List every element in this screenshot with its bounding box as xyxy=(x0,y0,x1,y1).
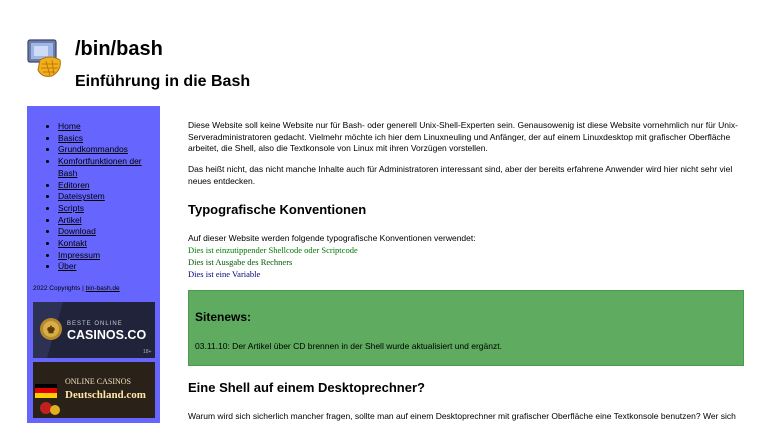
svg-text:♚: ♚ xyxy=(46,325,56,336)
casino-banner-1[interactable] xyxy=(33,302,155,358)
nav-item-ueber xyxy=(58,261,160,273)
nav-link-artikel[interactable]: Artikel xyxy=(58,214,82,225)
nav-item-home xyxy=(58,121,160,133)
site-logo-icon xyxy=(26,38,66,78)
nav-link-basics[interactable]: Basics xyxy=(58,132,84,143)
casino-banner-2[interactable] xyxy=(33,362,155,418)
sidebar xyxy=(27,106,160,423)
nav-link-download[interactable]: Download xyxy=(58,226,96,237)
site-subtitle: Einführung in die Bash xyxy=(75,73,251,90)
nav-item-basics xyxy=(58,133,160,145)
sitenews-text: 03.11.10: Der Artikel über CD brennen in der Shell wurde aktualisiert und ergänzt. xyxy=(195,341,502,351)
nav-item-grundkommandos xyxy=(58,144,160,156)
nav-link-ueber[interactable]: Über xyxy=(58,261,77,272)
conventions-intro: Auf dieser Website werden folgende typografische Konventionen verwendet: xyxy=(188,233,476,243)
svg-text:ONLINE CASINOS: ONLINE CASINOS xyxy=(65,377,131,386)
casino-banner-2-art xyxy=(33,362,155,418)
svg-text:18+: 18+ xyxy=(143,349,152,355)
convention-variable: Dies ist eine Variable xyxy=(188,269,261,279)
intro-paragraph-1: Diese Website soll keine Website nur für Bash- oder generell Unix-Shell-Experten sein. Genausowenig ist diese Website vornehmlich nur für Unix-Serveradministratoren gedacht. Vielmehr möchte ich hier dem Linuxneuling und Anfänger, der auf einem Linuxdesktop mit grafischer Oberfläche arbeitet, die Shell, also die Textkonsole von Linux mit ihren Vorzügen vorstellen. xyxy=(188,120,738,154)
nav-link-home[interactable]: Home xyxy=(58,121,81,131)
copyright-text: 2022 Copyrights | xyxy=(33,285,86,292)
svg-text:CASINOS.CO: CASINOS.CO xyxy=(67,328,147,342)
convention-shellcode: Dies ist einzutippender Shellcode oder Scriptcode xyxy=(188,245,358,255)
nav-link-dateisystem[interactable]: Dateisystem xyxy=(58,191,105,202)
sitenews-title: Sitenews: xyxy=(195,310,252,324)
nav-item-artikel xyxy=(58,215,160,227)
copyright-link[interactable]: bin-bash.de xyxy=(85,285,120,292)
site-title: /bin/bash xyxy=(75,38,163,60)
sidebar-nav xyxy=(27,121,160,273)
nav-item-dateisystem xyxy=(58,191,160,203)
conventions-heading: Typografische Konventionen xyxy=(188,202,367,217)
svg-text:BESTE ONLINE: BESTE ONLINE xyxy=(67,321,123,327)
nav-link-impressum[interactable]: Impressum xyxy=(58,249,101,260)
nav-item-komfortfunktionen xyxy=(58,156,160,179)
casino-banner-1-art xyxy=(33,302,155,358)
nav-link-grundkommandos[interactable]: Grundkommandos xyxy=(58,144,128,155)
nav-item-kontakt xyxy=(58,238,160,250)
nav-link-kontakt[interactable]: Kontakt xyxy=(58,238,87,249)
nav-item-editoren xyxy=(58,180,160,192)
nav-link-komfortfunktionen[interactable]: Komfortfunktionen der Bash xyxy=(58,156,142,178)
sitenews-box xyxy=(188,290,744,366)
nav-link-scripts[interactable]: Scripts xyxy=(58,202,84,213)
desktop-heading: Eine Shell auf einem Desktoprechner? xyxy=(188,380,425,395)
copyright xyxy=(33,285,120,292)
nav-link-editoren[interactable]: Editoren xyxy=(58,179,90,190)
intro-paragraph-2: Das heißt nicht, das nicht manche Inhalte auch für Administratoren interessant sind, aber der bereits erfahrene Anwender wird hier nicht sehr viel neues entdecken. xyxy=(188,164,733,186)
svg-text:Deutschland.com: Deutschland.com xyxy=(65,389,146,401)
nav-item-scripts xyxy=(58,203,160,215)
nav-item-impressum xyxy=(58,250,160,262)
convention-output: Dies ist Ausgabe des Rechners xyxy=(188,257,293,267)
desktop-paragraph: Warum wird sich sicherlich mancher fragen, sollte man auf einem Desktoprechner mit grafischer Oberfläche eine Textkonsole benutzen? Wer sich xyxy=(188,411,736,421)
nav-item-download xyxy=(58,226,160,238)
